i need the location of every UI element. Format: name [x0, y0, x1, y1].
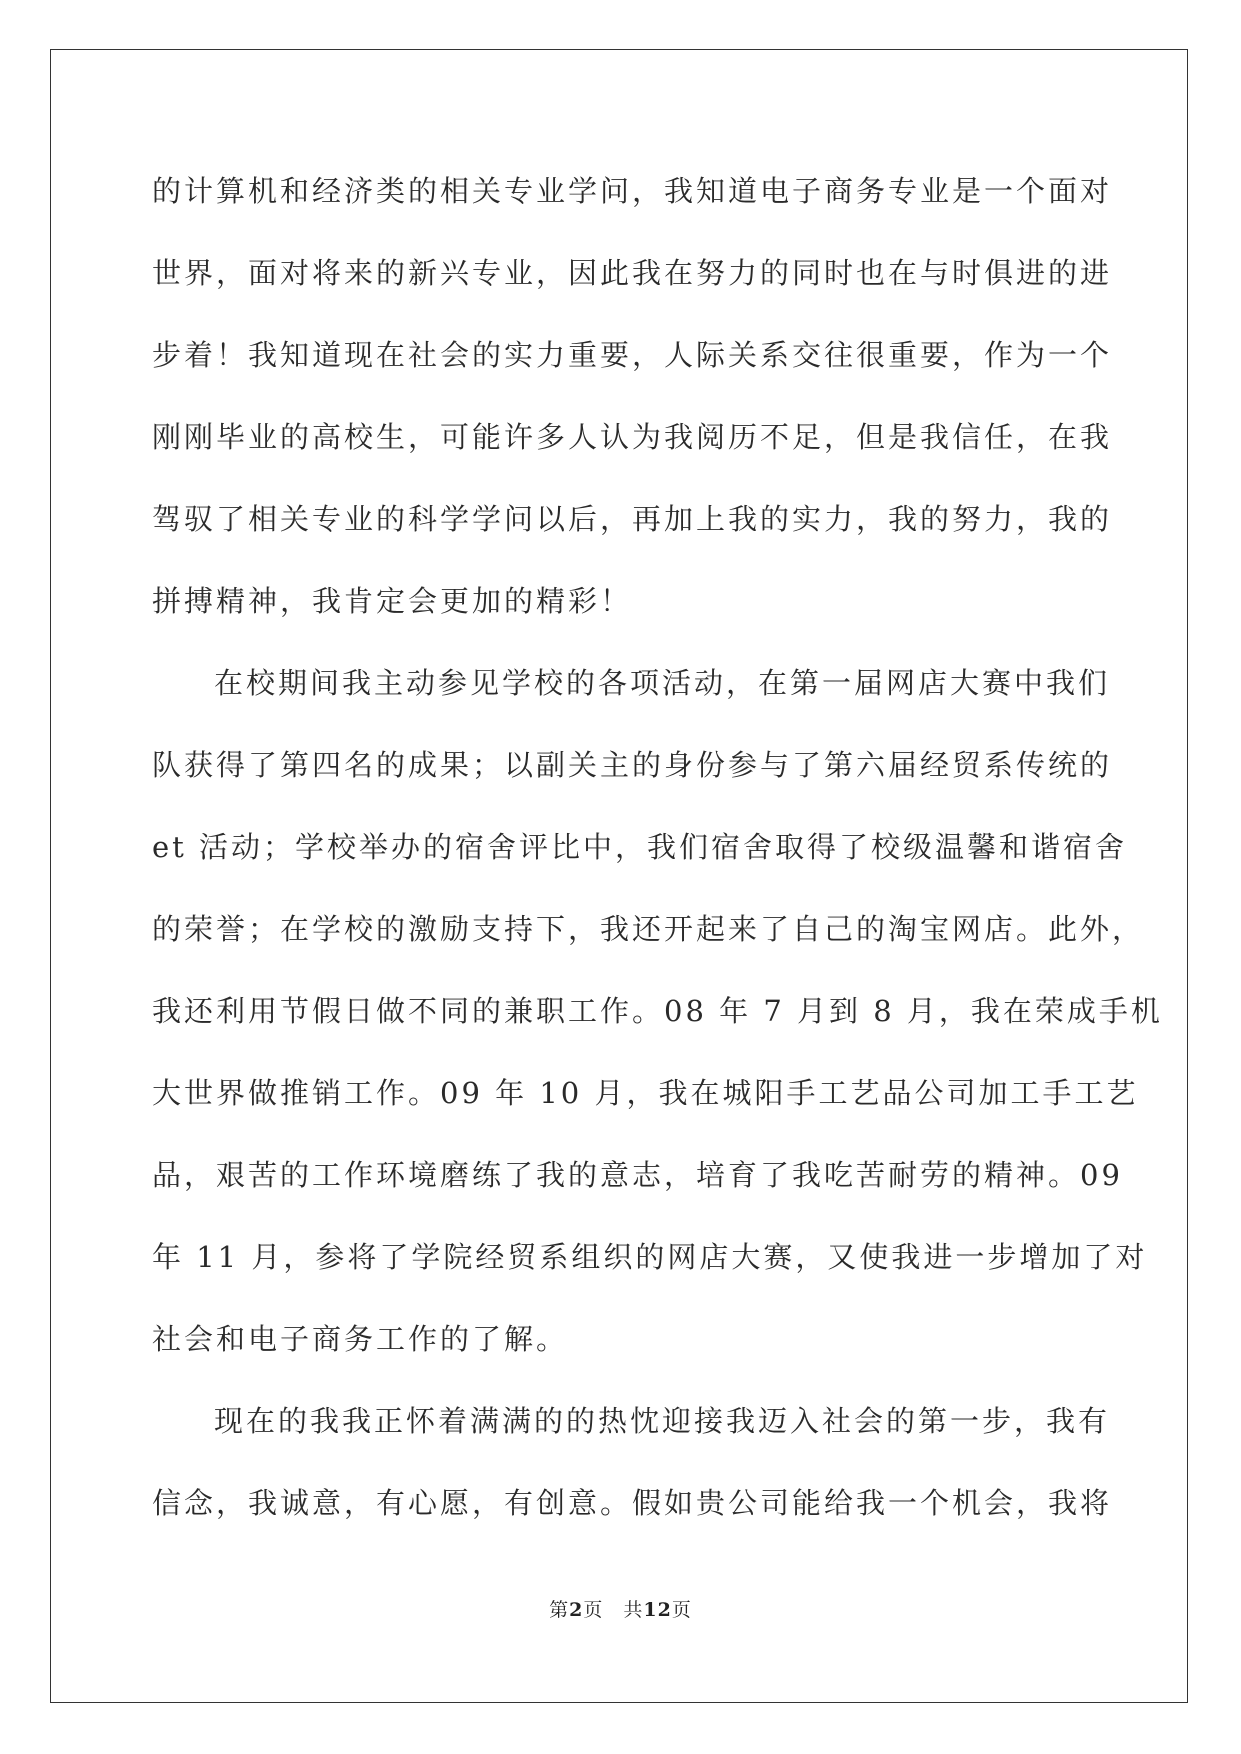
text-line: 社会和电子商务工作的了解。 — [152, 1322, 569, 1356]
page-current: 2 — [569, 1599, 584, 1621]
body-text — [152, 163, 1163, 1557]
text-line: 驾驭了相关专业的科学学问以后，再加上我的实力，我的努力，我的 — [152, 502, 1113, 536]
text-line: 信念，我诚意，有心愿，有创意。假如贵公司能给我一个机会，我将 — [152, 1486, 1113, 1520]
text-line: 的荣誉；在学校的激励支持下，我还开起来了自己的淘宝网店。此外， — [152, 912, 1145, 946]
text-line: 品，艰苦的工作环境磨练了我的意志，培育了我吃苦耐劳的精神。09 — [152, 1158, 1123, 1192]
paragraph-start-line: 现在的我我正怀着满满的的热忱迎接我迈入社会的第一步，我有 — [214, 1404, 1111, 1438]
page-prefix: 第 — [549, 1599, 570, 1621]
text-line: 年 11 月，参将了学院经贸系组织的网店大赛，又使我进一步增加了对 — [152, 1240, 1148, 1274]
text-line: 队获得了第四名的成果；以副关主的身份参与了第六届经贸系传统的 — [152, 748, 1113, 782]
paragraph-start-line: 在校期间我主动参见学校的各项活动，在第一届网店大赛中我们 — [214, 666, 1111, 700]
text-line: 拼搏精神，我肯定会更加的精彩！ — [152, 584, 633, 618]
page-mid: 页 共 — [583, 1599, 644, 1621]
page-suffix: 页 — [671, 1599, 692, 1621]
page-footer — [0, 1598, 1241, 1622]
text-line: 步着！我知道现在社会的实力重要，人际关系交往很重要，作为一个 — [152, 338, 1113, 372]
text-line: 世界，面对将来的新兴专业，因此我在努力的同时也在与时俱进的进 — [152, 256, 1113, 290]
text-line: 的计算机和经济类的相关专业学问，我知道电子商务专业是一个面对 — [152, 174, 1113, 208]
page-total: 12 — [643, 1599, 672, 1621]
text-line: 我还利用节假日做不同的兼职工作。08 年 7 月到 8 月，我在荣成手机 — [152, 994, 1163, 1028]
text-line: et 活动；学校举办的宿舍评比中，我们宿舍取得了校级温馨和谐宿舍 — [152, 830, 1128, 864]
text-line: 大世界做推销工作。09 年 10 月，我在城阳手工艺品公司加工手工艺 — [152, 1076, 1139, 1110]
text-line: 刚刚毕业的高校生，可能许多人认为我阅历不足，但是我信任，在我 — [152, 420, 1113, 454]
